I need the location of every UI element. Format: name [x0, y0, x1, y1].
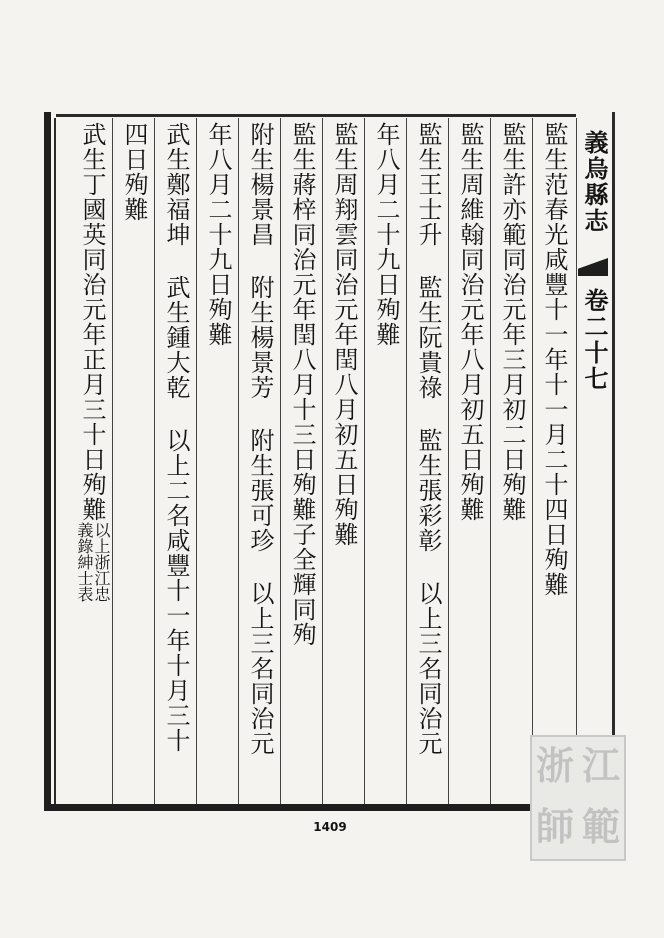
column-text: 年八月二十九日殉難 [372, 122, 400, 347]
column-text: 以上三名同治元 [414, 581, 442, 756]
column-rule [322, 118, 323, 804]
column-text: 監生周維翰同治元年八月初五日殉難 [456, 122, 484, 522]
chapter-label: 卷二十七 [580, 288, 609, 392]
left-inner-border [54, 118, 56, 808]
book-title: 義烏縣志 [580, 130, 609, 234]
text-column-1 [536, 122, 572, 597]
column-text: 監生周翔雲同治元年閏八月初五日殉難 [330, 122, 358, 547]
column-text: 以上三名同治元 [246, 581, 274, 756]
library-stamp [530, 735, 626, 861]
column-text: 監生蔣梓同治元年閏八月十三日殉難子全輝同殉 [288, 122, 316, 647]
column-rule [532, 118, 533, 804]
left-border [44, 112, 51, 810]
column-text: 以上二名咸豐十一年十月三十 [162, 428, 190, 753]
text-column-6 [326, 122, 362, 547]
text-column-10 [158, 122, 194, 753]
text-column-11 [116, 122, 152, 222]
column-rule [280, 118, 281, 804]
stamp-char: 江 [581, 743, 620, 788]
fish-tail-mark [578, 258, 608, 276]
column-text: 監生許亦範同治元年三月初二日殉難 [498, 122, 526, 522]
column-text: 監生阮貴祿 [414, 275, 442, 400]
interlinear-note [76, 522, 110, 602]
column-text: 武生鍾大乾 [162, 275, 190, 400]
column-text: 年八月二十九日殉難 [204, 122, 232, 347]
text-block [44, 112, 616, 812]
stamp-char: 浙 [535, 743, 574, 788]
column-text: 監生王士升 [414, 122, 442, 247]
top-border [56, 114, 576, 117]
column-rule [238, 118, 239, 804]
column-text: 監生范春光咸豐十一年十一月二十四日殉難 [540, 122, 568, 597]
column-text: 附生楊景昌 [246, 122, 274, 247]
text-column-8 [242, 122, 278, 756]
column-rule [490, 118, 491, 804]
column-rule [112, 118, 113, 804]
stamp-char: 範 [581, 804, 620, 849]
column-rule [406, 118, 407, 804]
text-column-7 [284, 122, 320, 647]
stamp-char: 師 [535, 804, 574, 849]
column-text: 武生鄭福坤 [162, 122, 190, 247]
column-rule [196, 118, 197, 804]
margin-strip [576, 118, 612, 804]
right-border [612, 112, 615, 810]
column-rule [448, 118, 449, 804]
text-column-3 [452, 122, 488, 522]
column-text: 附生楊景芳 [246, 275, 274, 400]
column-text: 四日殉難 [120, 122, 148, 222]
text-column-12 [74, 122, 110, 602]
page-number: 1409 [313, 820, 347, 834]
column-rule [364, 118, 365, 804]
column-text: 監生張彩彰 [414, 428, 442, 553]
text-column-5 [368, 122, 404, 347]
column-text: 武生丁國英同治元年正月三十日殉難 [78, 122, 106, 522]
column-rule [154, 118, 155, 804]
column-text: 附生張可珍 [246, 428, 274, 553]
note-right: 以上浙江忠 [92, 522, 111, 602]
text-column-9 [200, 122, 236, 347]
note-left: 義錄紳士表 [75, 522, 94, 602]
text-column-4 [410, 122, 446, 756]
text-column-2 [494, 122, 530, 522]
